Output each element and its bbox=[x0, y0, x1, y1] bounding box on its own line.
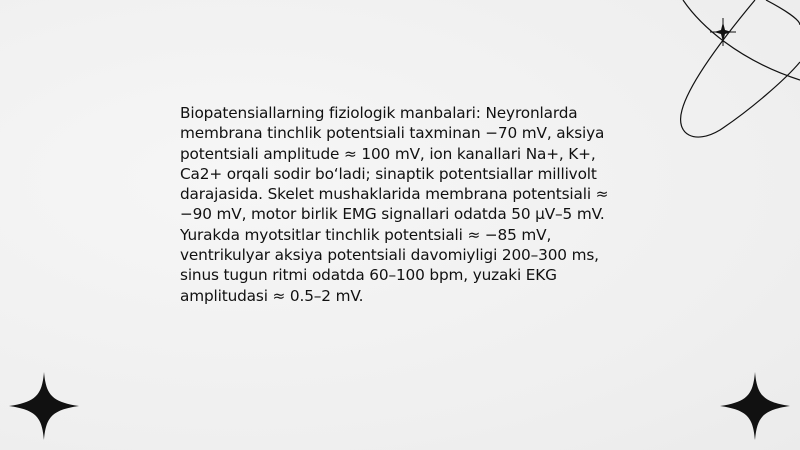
four-point-star-icon bbox=[720, 372, 790, 440]
slide-body-text: Biopatensiallarning fiziologik manbalari: Neyronlarda membrana tinchlik potentsiali taxminan −70 mV, aksiya potentsiali amplitude ≈ 100 mV, ion kanallari Na+, K+, Ca2+ orqali sodir bo‘ladi; sinaptik potentsiallar millivolt darajasida. Skelet mushaklarida membrana potentsiali ≈ −90 mV, motor birlik EMG signallari odatda 50 μV–5 mV. Yurakda myotsitlar tinchlik potentsiali ≈ −85 mV, ventrikulyar aksiya potentsiali davomiyligi 200–300 ms, sinus tugun ritmi odatda 60–100 bpm, yuzaki EKG amplitudasi ≈ 0.5–2 mV. bbox=[180, 104, 609, 305]
orbit-sparkle-icon bbox=[660, 0, 800, 150]
four-point-star-icon bbox=[9, 372, 79, 440]
